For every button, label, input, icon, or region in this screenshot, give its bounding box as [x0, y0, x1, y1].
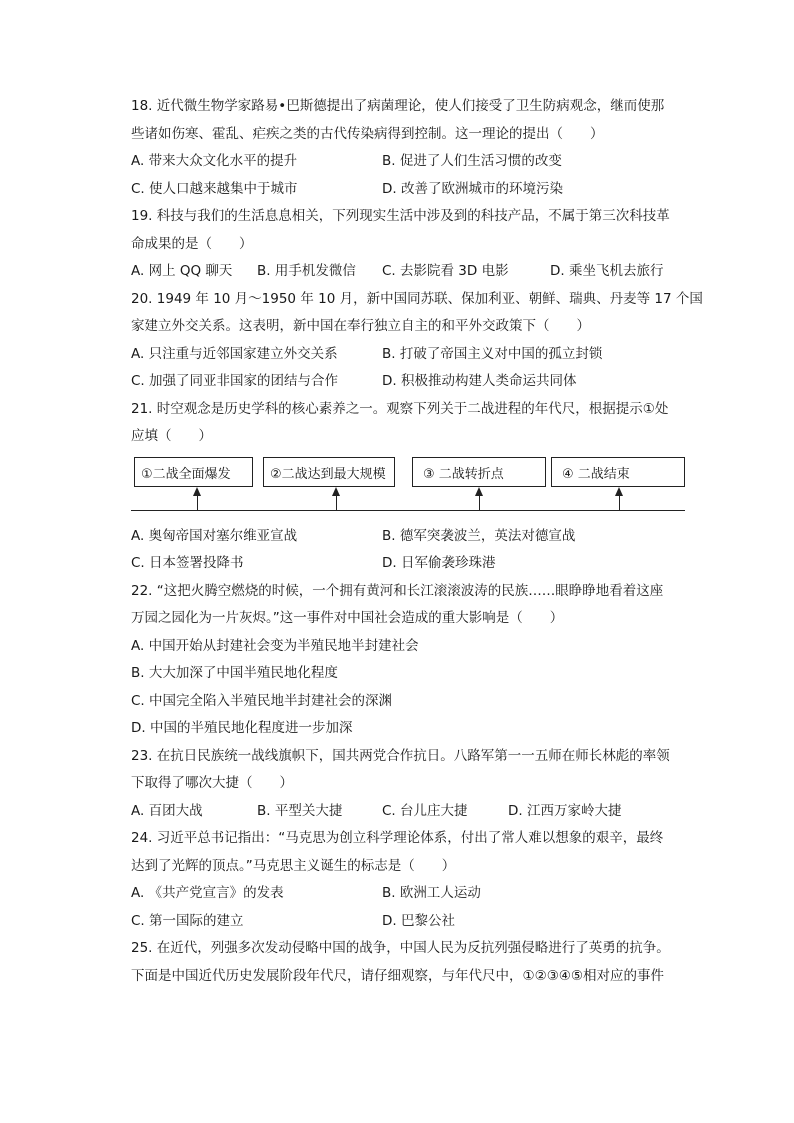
q18-option-c: C. 使人口越来越集中于城市	[131, 181, 298, 197]
q24-option-b: B. 欧洲工人运动	[382, 885, 481, 901]
timeline-box-2: ②二战达到最大规模	[263, 457, 395, 487]
q18-stem-line-2: 些诸如伤寒、霍乱、疟疾之类的古代传染病得到控制。这一理论的提出（ ）	[131, 126, 604, 142]
q23-stem-line-2: 下取得了哪次大捷（ ）	[131, 775, 293, 791]
q20-option-c: C. 加强了同亚非国家的团结与合作	[131, 373, 339, 389]
q19-stem-line-1: 19. 科技与我们的生活息息相关，下列现实生活中涉及到的科技产品，不属于第三次科技革	[131, 208, 670, 224]
q24-stem-line-2: 达到了光辉的顶点。”马克思主义诞生的标志是（ ）	[131, 858, 456, 874]
timeline-arrow-up-icon	[197, 489, 198, 511]
q23-option-a: A. 百团大战	[131, 803, 203, 819]
timeline-arrow-up-icon	[336, 489, 337, 511]
q20-option-a: A. 只注重与近邻国家建立外交关系	[131, 346, 338, 362]
q21-option-c: C. 日本签署投降书	[131, 555, 244, 571]
q22-stem-line-1: 22. “这把火腾空燃烧的时候，一个拥有黄河和长江滚滚波涛的民族……眼睁睁地看着这座	[131, 583, 664, 599]
q18-stem-line-1: 18. 近代微生物学家路易•巴斯德提出了病菌理论，使人们接受了卫生防病观念，继而使那	[131, 98, 665, 114]
q21-option-d: D. 日军偷袭珍珠港	[382, 555, 496, 571]
q24-option-d: D. 巴黎公社	[382, 913, 455, 929]
q19-option-c: C. 去影院看 3D 电影	[382, 263, 509, 279]
timeline-arrow-up-icon	[619, 489, 620, 511]
q24-stem-line-1: 24. 习近平总书记指出：“马克思为创立科学理论体系，付出了常人难以想象的艰辛，最终	[131, 830, 664, 846]
q18-option-d: D. 改善了欧洲城市的环境污染	[382, 181, 563, 197]
q20-option-d: D. 积极推动构建人类命运共同体	[382, 373, 577, 389]
q22-option-c: C. 中国完全陷入半殖民地半封建社会的深渊	[131, 693, 393, 709]
q25-stem-line-1: 25. 在近代，列强多次发动侵略中国的战争，中国人民为反抗列强侵略进行了英勇的抗争。	[131, 940, 670, 956]
q24-option-c: C. 第一国际的建立	[131, 913, 244, 929]
timeline-box-3: ③ 二战转折点	[412, 457, 546, 487]
q19-option-d: D. 乘坐飞机去旅行	[550, 263, 664, 279]
q19-stem-line-2: 命成果的是（ ）	[131, 236, 253, 252]
q18-option-b: B. 促进了人们生活习惯的改变	[382, 153, 562, 169]
q23-stem-line-1: 23. 在抗日民族统一战线旗帜下，国共两党合作抗日。八路军第一一五师在师长林彪的率领	[131, 748, 670, 764]
q22-option-a: A. 中国开始从封建社会变为半殖民地半封建社会	[131, 638, 419, 654]
q19-option-a: A. 网上 QQ 聊天	[131, 263, 233, 279]
q19-option-b: B. 用手机发微信	[257, 263, 356, 279]
q20-option-b: B. 打破了帝国主义对中国的孤立封锁	[382, 346, 603, 362]
q23-option-b: B. 平型关大捷	[257, 803, 343, 819]
timeline-arrow-up-icon	[479, 489, 480, 511]
q23-option-c: C. 台儿庄大捷	[382, 803, 468, 819]
q22-stem-line-2: 万园之园化为一片灰烬。”这一事件对中国社会造成的重大影响是（ ）	[131, 610, 564, 626]
q22-option-d: D. 中国的半殖民地化程度进一步加深	[131, 720, 353, 736]
q20-stem-line-1: 20. 1949 年 10 月～1950 年 10 月，新中国同苏联、保加利亚、朝鲜、瑞典、丹麦等 17 个国	[131, 291, 703, 307]
q20-stem-line-2: 家建立外交关系。这表明，新中国在奉行独立自主的和平外交政策下（ ）	[131, 318, 590, 334]
q21-stem-line-2: 应填（ ）	[131, 428, 212, 444]
timeline-axis	[131, 510, 685, 511]
q21-option-b: B. 德军突袭波兰，英法对德宣战	[382, 528, 576, 544]
q18-option-a: A. 带来大众文化水平的提升	[131, 153, 298, 169]
q22-option-b: B. 大大加深了中国半殖民地化程度	[131, 665, 338, 681]
q23-option-d: D. 江西万家岭大捷	[508, 803, 622, 819]
timeline-box-4: ④ 二战结束	[551, 457, 685, 487]
q24-option-a: A. 《共产党宣言》的发表	[131, 885, 284, 901]
q21-option-a: A. 奥匈帝国对塞尔维亚宣战	[131, 528, 298, 544]
timeline-box-1: ①二战全面爆发	[134, 457, 253, 487]
q21-stem-line-1: 21. 时空观念是历史学科的核心素养之一。观察下列关于二战进程的年代尺，根据提示①处	[131, 401, 669, 417]
q25-stem-line-2: 下面是中国近代历史发展阶段年代尺，请仔细观察，与年代尺中，①②③④⑤相对应的事件	[131, 968, 665, 984]
